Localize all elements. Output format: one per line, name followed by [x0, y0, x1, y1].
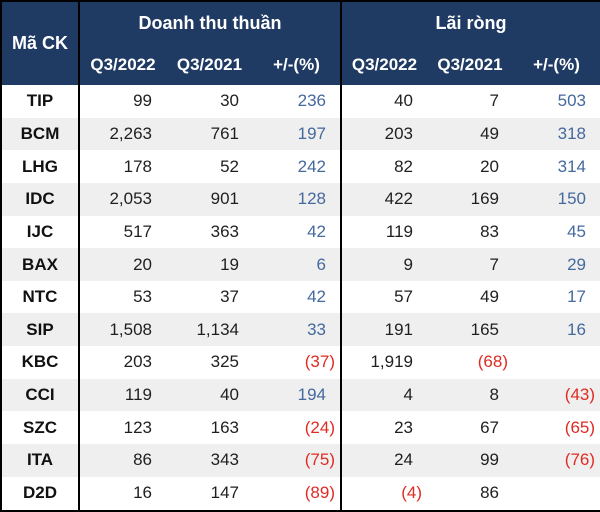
value-cell: 318: [557, 123, 587, 143]
value-cell: 37: [220, 287, 239, 307]
value-cell: 20: [79, 248, 166, 281]
value-cell: 343: [210, 450, 239, 470]
value-cell: 20: [480, 156, 499, 176]
value-cell: 82: [341, 150, 427, 183]
group-header-net-revenue: Doanh thu thuần: [79, 1, 341, 45]
value-cell: [513, 346, 600, 379]
value-cell: 147: [210, 483, 239, 503]
value-cell: 9: [341, 248, 427, 281]
value-cell: 165: [470, 319, 499, 339]
table-row: [1, 85, 600, 118]
value-cell: 52: [220, 156, 239, 176]
profit-change-pct-header: +/-(%): [513, 45, 600, 85]
value-cell: 178: [79, 150, 166, 183]
table-row: [1, 281, 600, 314]
stock-code-cell: CCI: [25, 385, 55, 405]
table-row: [1, 248, 600, 281]
value-cell: 517: [79, 216, 166, 249]
stock-code-cell: BCM: [20, 123, 60, 143]
value-cell: [513, 477, 600, 511]
value-cell: (68): [477, 352, 508, 372]
value-cell: 163: [210, 417, 239, 437]
value-cell: 2,263: [79, 118, 166, 151]
value-cell: 53: [79, 281, 166, 314]
table-header: [1, 1, 600, 85]
value-cell: 242: [297, 156, 326, 176]
revenue-q3-2022-header: Q3/2022: [79, 45, 166, 85]
value-cell: (89): [304, 483, 335, 503]
stock-code-cell: NTC: [22, 287, 58, 307]
value-cell: (76): [564, 450, 596, 470]
value-cell: 99: [480, 450, 499, 470]
value-cell: 1,134: [196, 319, 239, 339]
value-cell: 314: [557, 156, 587, 176]
value-cell: (43): [564, 385, 596, 405]
value-cell: (4): [341, 477, 427, 511]
value-cell: 325: [210, 352, 239, 372]
value-cell: (65): [564, 417, 596, 437]
stock-code-cell: LHG: [22, 156, 58, 176]
table-row: [1, 150, 600, 183]
table-row: [1, 118, 600, 151]
value-cell: 45: [567, 221, 587, 241]
table-row: [1, 477, 600, 511]
revenue-change-pct-header: +/-(%): [253, 45, 341, 85]
stock-code-cell: BAX: [22, 254, 58, 274]
stock-code-cell: KBC: [21, 352, 59, 372]
value-cell: 67: [480, 417, 499, 437]
value-cell: 119: [79, 379, 166, 412]
value-cell: 24: [341, 444, 427, 477]
value-cell: 236: [297, 91, 326, 111]
stock-code-cell: IDC: [25, 189, 55, 209]
group-header-row: [1, 1, 600, 45]
sub-header-row: [1, 45, 600, 85]
value-cell: 203: [341, 118, 427, 151]
stock-code-cell: D2D: [22, 483, 57, 503]
value-cell: 29: [567, 254, 587, 274]
value-cell: 8: [489, 385, 499, 405]
value-cell: (75): [304, 450, 335, 470]
value-cell: 363: [210, 221, 239, 241]
value-cell: 86: [480, 483, 499, 503]
value-cell: 123: [79, 411, 166, 444]
stock-code-cell: SIP: [26, 319, 54, 339]
table-row: [1, 313, 600, 346]
profit-q3-2021-header: Q3/2021: [427, 45, 513, 85]
stock-code-cell: IJC: [26, 221, 54, 241]
value-cell: (37): [304, 352, 335, 372]
value-cell: 19: [220, 254, 239, 274]
value-cell: 6: [316, 254, 326, 274]
value-cell: 49: [480, 287, 499, 307]
stock-code-cell: TIP: [26, 91, 54, 111]
value-cell: 128: [297, 189, 326, 209]
table-row: [1, 346, 600, 379]
value-cell: 197: [297, 123, 326, 143]
value-cell: 422: [341, 183, 427, 216]
value-cell: 119: [341, 216, 427, 249]
value-cell: 40: [220, 385, 239, 405]
value-cell: 503: [557, 91, 587, 111]
profit-q3-2022-header: Q3/2022: [341, 45, 427, 85]
value-cell: 42: [307, 287, 326, 307]
value-cell: 1,919: [341, 346, 427, 379]
value-cell: 7: [489, 91, 499, 111]
value-cell: 203: [79, 346, 166, 379]
value-cell: 169: [470, 189, 499, 209]
value-cell: 23: [341, 411, 427, 444]
value-cell: 42: [307, 221, 326, 241]
group-header-net-profit: Lãi ròng: [341, 1, 600, 45]
table-row: [1, 183, 600, 216]
table-row: [1, 216, 600, 249]
stock-code-cell: ITA: [26, 450, 54, 470]
table-row: [1, 411, 600, 444]
value-cell: 761: [210, 123, 239, 143]
value-cell: 33: [307, 319, 326, 339]
value-cell: 2,053: [79, 183, 166, 216]
value-cell: 16: [567, 319, 587, 339]
value-cell: 40: [341, 85, 427, 118]
value-cell: (24): [304, 417, 335, 437]
value-cell: 191: [341, 313, 427, 346]
value-cell: 194: [297, 385, 326, 405]
value-cell: 17: [567, 287, 587, 307]
value-cell: 7: [489, 254, 499, 274]
value-cell: 83: [480, 221, 499, 241]
value-cell: 86: [79, 444, 166, 477]
table-row: [1, 444, 600, 477]
value-cell: 30: [220, 91, 239, 111]
value-cell: 49: [480, 123, 499, 143]
value-cell: 4: [341, 379, 427, 412]
value-cell: 1,508: [79, 313, 166, 346]
value-cell: 16: [79, 477, 166, 511]
table-body: [1, 85, 600, 511]
revenue-q3-2021-header: Q3/2021: [166, 45, 253, 85]
value-cell: 57: [341, 281, 427, 314]
table-row: [1, 379, 600, 412]
value-cell: 99: [79, 85, 166, 118]
value-cell: 901: [210, 189, 239, 209]
value-cell: 150: [557, 189, 587, 209]
stock-code-cell: SZC: [23, 417, 57, 437]
stock-code-column-header: Mã CK: [1, 1, 79, 85]
